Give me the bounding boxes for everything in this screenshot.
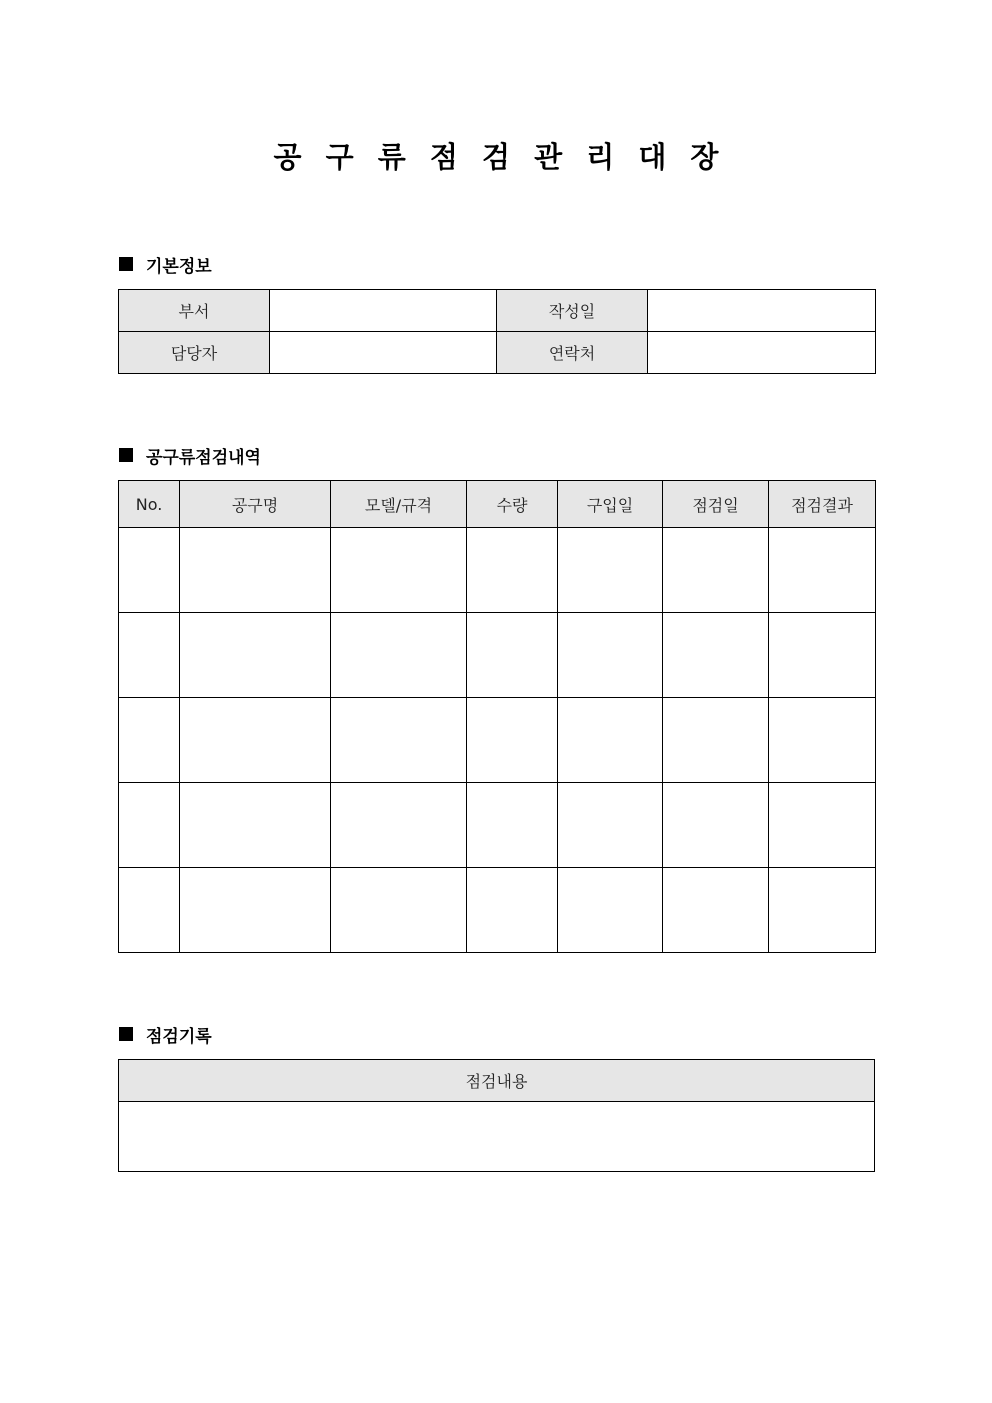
table-cell[interactable] — [769, 613, 876, 698]
inspection-table — [118, 480, 876, 953]
table-cell[interactable] — [558, 613, 663, 698]
table-cell[interactable] — [467, 868, 558, 953]
date-field[interactable] — [648, 290, 876, 332]
section-heading-record — [119, 1022, 212, 1046]
table-row — [119, 332, 876, 374]
table-cell[interactable] — [180, 528, 331, 613]
column-header-no: No. — [119, 481, 180, 528]
table-cell[interactable] — [558, 528, 663, 613]
basic-info-table — [118, 289, 876, 374]
manager-field[interactable] — [270, 332, 497, 374]
manager-label: 담당자 — [119, 332, 270, 374]
section-heading-label: 공구류점검내역 — [146, 447, 261, 468]
department-label: 부서 — [119, 290, 270, 332]
section-heading-inspection — [119, 443, 261, 467]
date-label: 작성일 — [497, 290, 648, 332]
table-cell[interactable] — [769, 783, 876, 868]
table-cell[interactable] — [467, 528, 558, 613]
table-row — [119, 868, 876, 953]
table-row — [119, 1102, 875, 1172]
table-cell[interactable] — [180, 698, 331, 783]
table-cell[interactable] — [663, 783, 769, 868]
column-header-inspection-date: 점검일 — [663, 481, 769, 528]
column-header-inspection-content: 점검내용 — [119, 1060, 875, 1102]
table-cell[interactable] — [558, 698, 663, 783]
table-cell[interactable] — [119, 613, 180, 698]
square-bullet-icon — [119, 257, 133, 271]
table-cell[interactable] — [331, 613, 467, 698]
table-cell[interactable] — [558, 868, 663, 953]
table-cell[interactable] — [769, 868, 876, 953]
contact-field[interactable] — [648, 332, 876, 374]
section-heading-label: 점검기록 — [146, 1026, 212, 1047]
inspection-content-field[interactable] — [119, 1102, 875, 1172]
document-title: 공 구 류 점 검 관 리 대 장 — [273, 140, 719, 174]
section-heading-basic-info — [119, 252, 212, 276]
record-table — [118, 1059, 875, 1172]
table-cell[interactable] — [769, 698, 876, 783]
table-cell[interactable] — [331, 783, 467, 868]
column-header-quantity: 수량 — [467, 481, 558, 528]
section-heading-label: 기본정보 — [146, 256, 212, 277]
square-bullet-icon — [119, 1027, 133, 1041]
table-cell[interactable] — [663, 698, 769, 783]
table-cell[interactable] — [119, 783, 180, 868]
table-cell[interactable] — [663, 613, 769, 698]
table-cell[interactable] — [467, 613, 558, 698]
column-header-purchase-date: 구입일 — [558, 481, 663, 528]
table-row — [119, 783, 876, 868]
table-cell[interactable] — [769, 528, 876, 613]
table-cell[interactable] — [663, 868, 769, 953]
table-row — [119, 698, 876, 783]
table-cell[interactable] — [558, 783, 663, 868]
table-cell[interactable] — [331, 868, 467, 953]
table-cell[interactable] — [467, 783, 558, 868]
table-cell[interactable] — [331, 698, 467, 783]
table-cell[interactable] — [119, 868, 180, 953]
table-cell[interactable] — [331, 528, 467, 613]
table-row — [119, 613, 876, 698]
contact-label: 연락처 — [497, 332, 648, 374]
column-header-model-spec: 모델/규격 — [331, 481, 467, 528]
table-header-row — [119, 481, 876, 528]
table-row — [119, 290, 876, 332]
table-header-row — [119, 1060, 875, 1102]
table-cell[interactable] — [467, 698, 558, 783]
department-field[interactable] — [270, 290, 497, 332]
table-cell[interactable] — [180, 783, 331, 868]
square-bullet-icon — [119, 448, 133, 462]
column-header-inspection-result: 점검결과 — [769, 481, 876, 528]
table-cell[interactable] — [180, 613, 331, 698]
table-cell[interactable] — [663, 528, 769, 613]
column-header-tool-name: 공구명 — [180, 481, 331, 528]
table-cell[interactable] — [180, 868, 331, 953]
table-cell[interactable] — [119, 528, 180, 613]
table-row — [119, 528, 876, 613]
table-cell[interactable] — [119, 698, 180, 783]
